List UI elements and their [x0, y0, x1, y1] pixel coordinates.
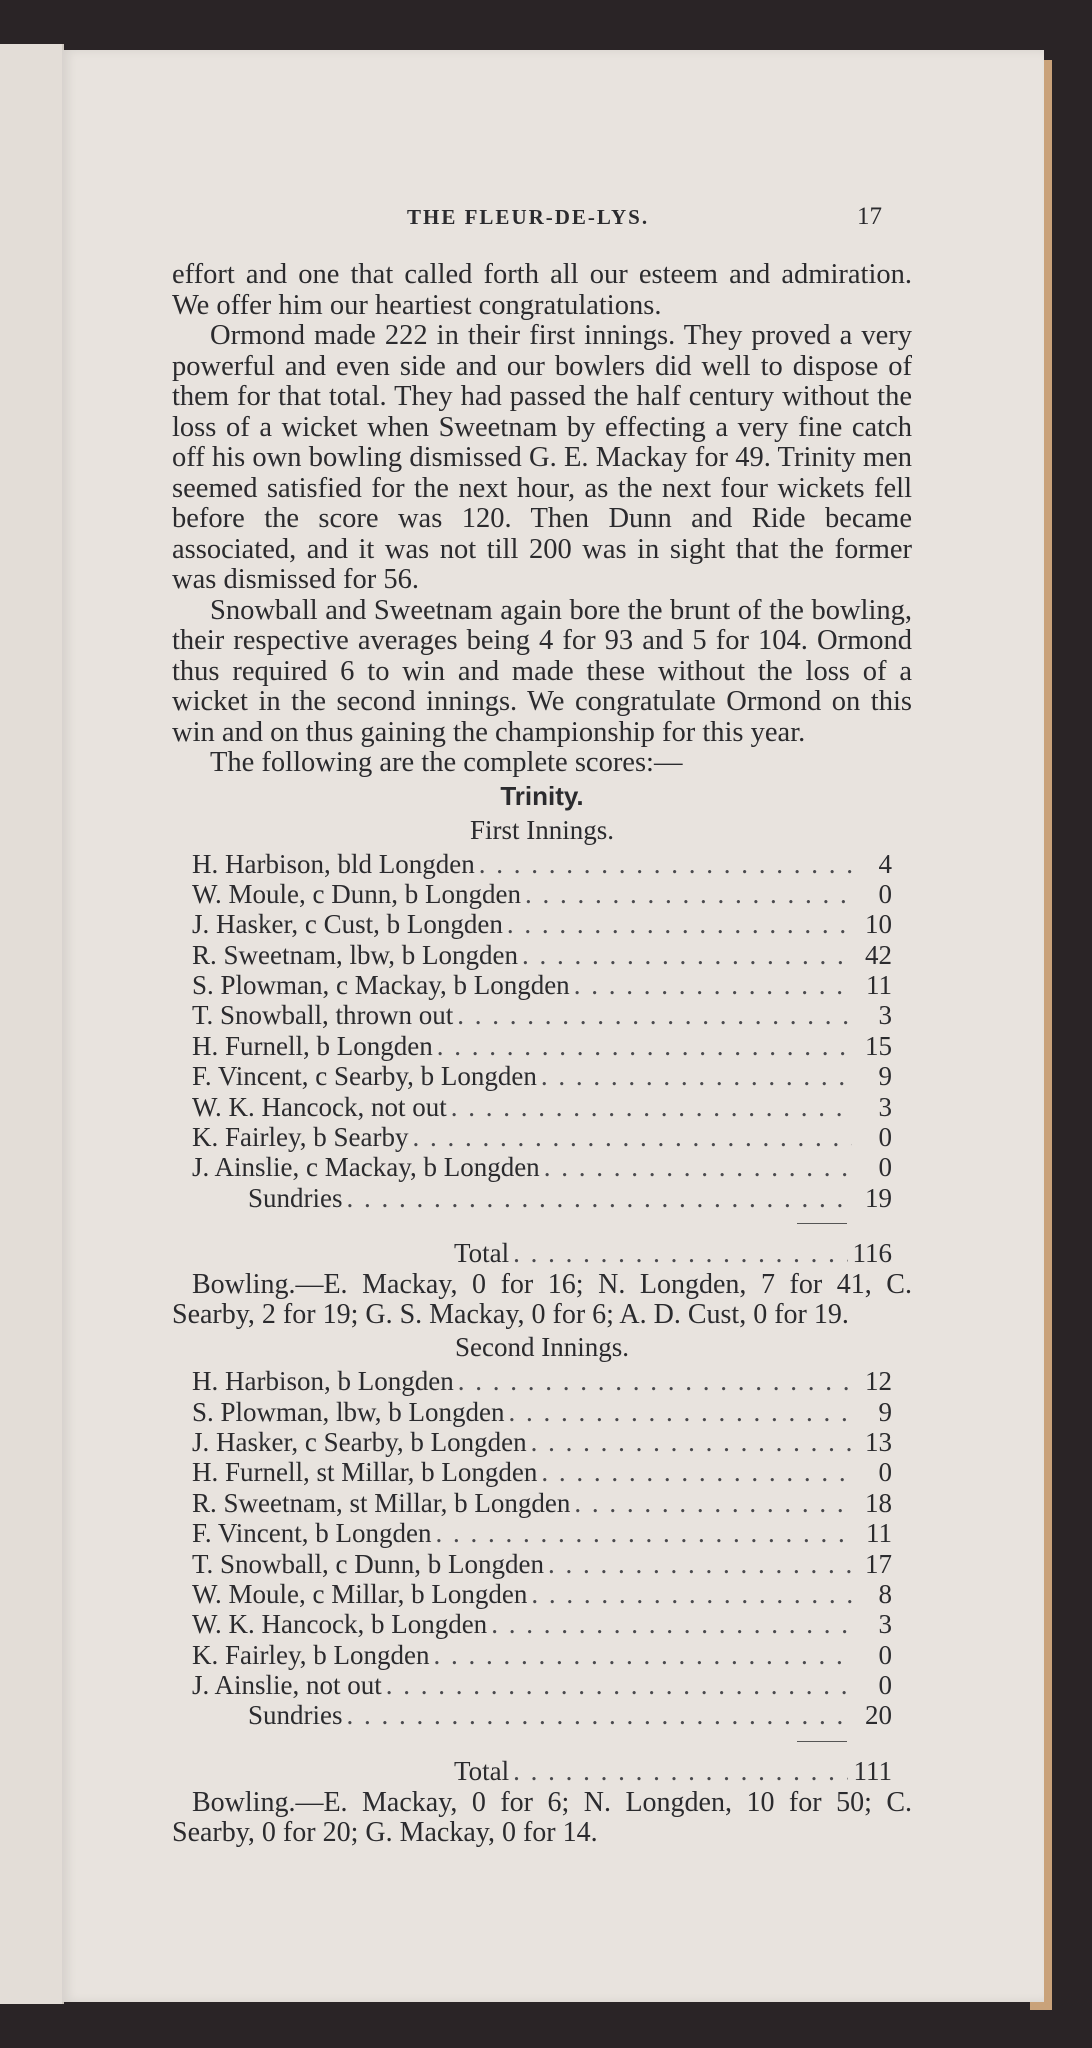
paragraph: The following are the complete scores:—: [210, 747, 683, 778]
running-header: [62, 205, 1044, 245]
second-innings-total: Total . . . 111: [192, 1756, 892, 1788]
score-row: R. Sweetnam, lbw, b Longden . . . 42: [192, 940, 892, 970]
second-innings-heading: Second Innings.: [455, 1332, 629, 1363]
sundries-row: Sundries . . . 19: [192, 1183, 892, 1213]
score-row: K. Fairley, b Longden . . . 0: [192, 1640, 892, 1670]
score-row: J. Hasker, c Cust, b Longden . . . 10: [192, 909, 892, 939]
score-row: W. Moule, c Millar, b Longden . . . 8: [192, 1579, 892, 1609]
second-innings-bowling: Bowling.—E. Mackay, 0 for 6; N. Longden, 10 for 50; C. Searby, 0 for 20; G. Mackay, 0 for 14.: [172, 1786, 912, 1848]
first-innings-scores: [192, 849, 892, 1214]
score-row: W. K. Hancock, b Longden . . . 3: [192, 1609, 892, 1639]
total-rule: [797, 1741, 847, 1742]
paragraph: Ormond made 222 in their first innings. They proved a very powerful and even side and our bowlers did well to dispose of them for that total. They had passed the half century without the loss of a wicket when Sweetnam by effecting a very fine catch off his own bowling dismissed G. E. Mackay for 49. Trinity men seemed satisfied for the next hour, as the next four wickets fell before the score was 120. Then Dunn and Ride became associated, and it was not till 200 was in sight that the former was dismissed for 56.: [172, 320, 912, 595]
first-innings-bowling: Bowling.—E. Mackay, 0 for 16; N. Longden, 7 for 41, C. Searby, 2 for 19; G. S. Mackay, 0 for 6; A. D. Cust, 0 for 19.: [172, 1269, 912, 1331]
score-row: F. Vincent, c Searby, b Longden . . . 9: [192, 1061, 892, 1091]
score-row: F. Vincent, b Longden . . . 11: [192, 1518, 892, 1548]
total-rule: [797, 1223, 847, 1224]
first-innings-heading: First Innings.: [469, 814, 615, 845]
score-row: H. Furnell, b Longden . . . 15: [192, 1031, 892, 1061]
sundries-row: Sundries . . . 20: [192, 1700, 892, 1730]
score-row: W. K. Hancock, not out . . . 3: [192, 1092, 892, 1122]
score-row: J. Ainslie, c Mackay, b Longden . . . 0: [192, 1152, 892, 1182]
journal-title: THE FLEUR-DE-LYS.: [407, 205, 650, 229]
score-row: K. Fairley, b Searby . . . 0: [192, 1122, 892, 1152]
score-row: W. Moule, c Dunn, b Longden . . . 0: [192, 879, 892, 909]
page-content: [172, 260, 912, 1848]
score-row: H. Harbison, bld Longden . . . 4: [192, 849, 892, 879]
paragraph: Snowball and Sweetnam again bore the brunt of the bowling, their respective averages being 4 for 93 and 5 for 104. Ormond thus required 6 to win and made these without the loss of a wicket in the second innings. We congratulate Ormond on this win and on thus gaining the championship for this year.: [172, 594, 912, 748]
score-row: J. Ainslie, not out . . . 0: [192, 1670, 892, 1700]
score-row: T. Snowball, c Dunn, b Longden . . . 17: [192, 1549, 892, 1579]
score-row: H. Harbison, b Longden . . . 12: [192, 1366, 892, 1396]
score-row: S. Plowman, lbw, b Longden . . . 9: [192, 1397, 892, 1427]
paragraph: effort and one that called forth all our esteem and admiration. We offer him our heartiest congratulations.: [172, 259, 912, 321]
team-heading: Trinity.: [500, 780, 584, 811]
score-row: S. Plowman, c Mackay, b Longden . . . 11: [192, 970, 892, 1000]
score-row: J. Hasker, c Searby, b Longden . . . 13: [192, 1427, 892, 1457]
score-row: T. Snowball, thrown out . . . 3: [192, 1000, 892, 1030]
second-innings-scores: [192, 1366, 892, 1731]
score-row: R. Sweetnam, st Millar, b Longden . . . 18: [192, 1488, 892, 1518]
score-row: H. Furnell, st Millar, b Longden . . . 0: [192, 1457, 892, 1487]
page-number: 17: [857, 203, 882, 230]
first-innings-total: Total . . . 116: [192, 1238, 892, 1270]
match-report: [172, 260, 912, 779]
document-page: [62, 50, 1044, 2002]
facing-page-edge: [0, 44, 64, 2004]
